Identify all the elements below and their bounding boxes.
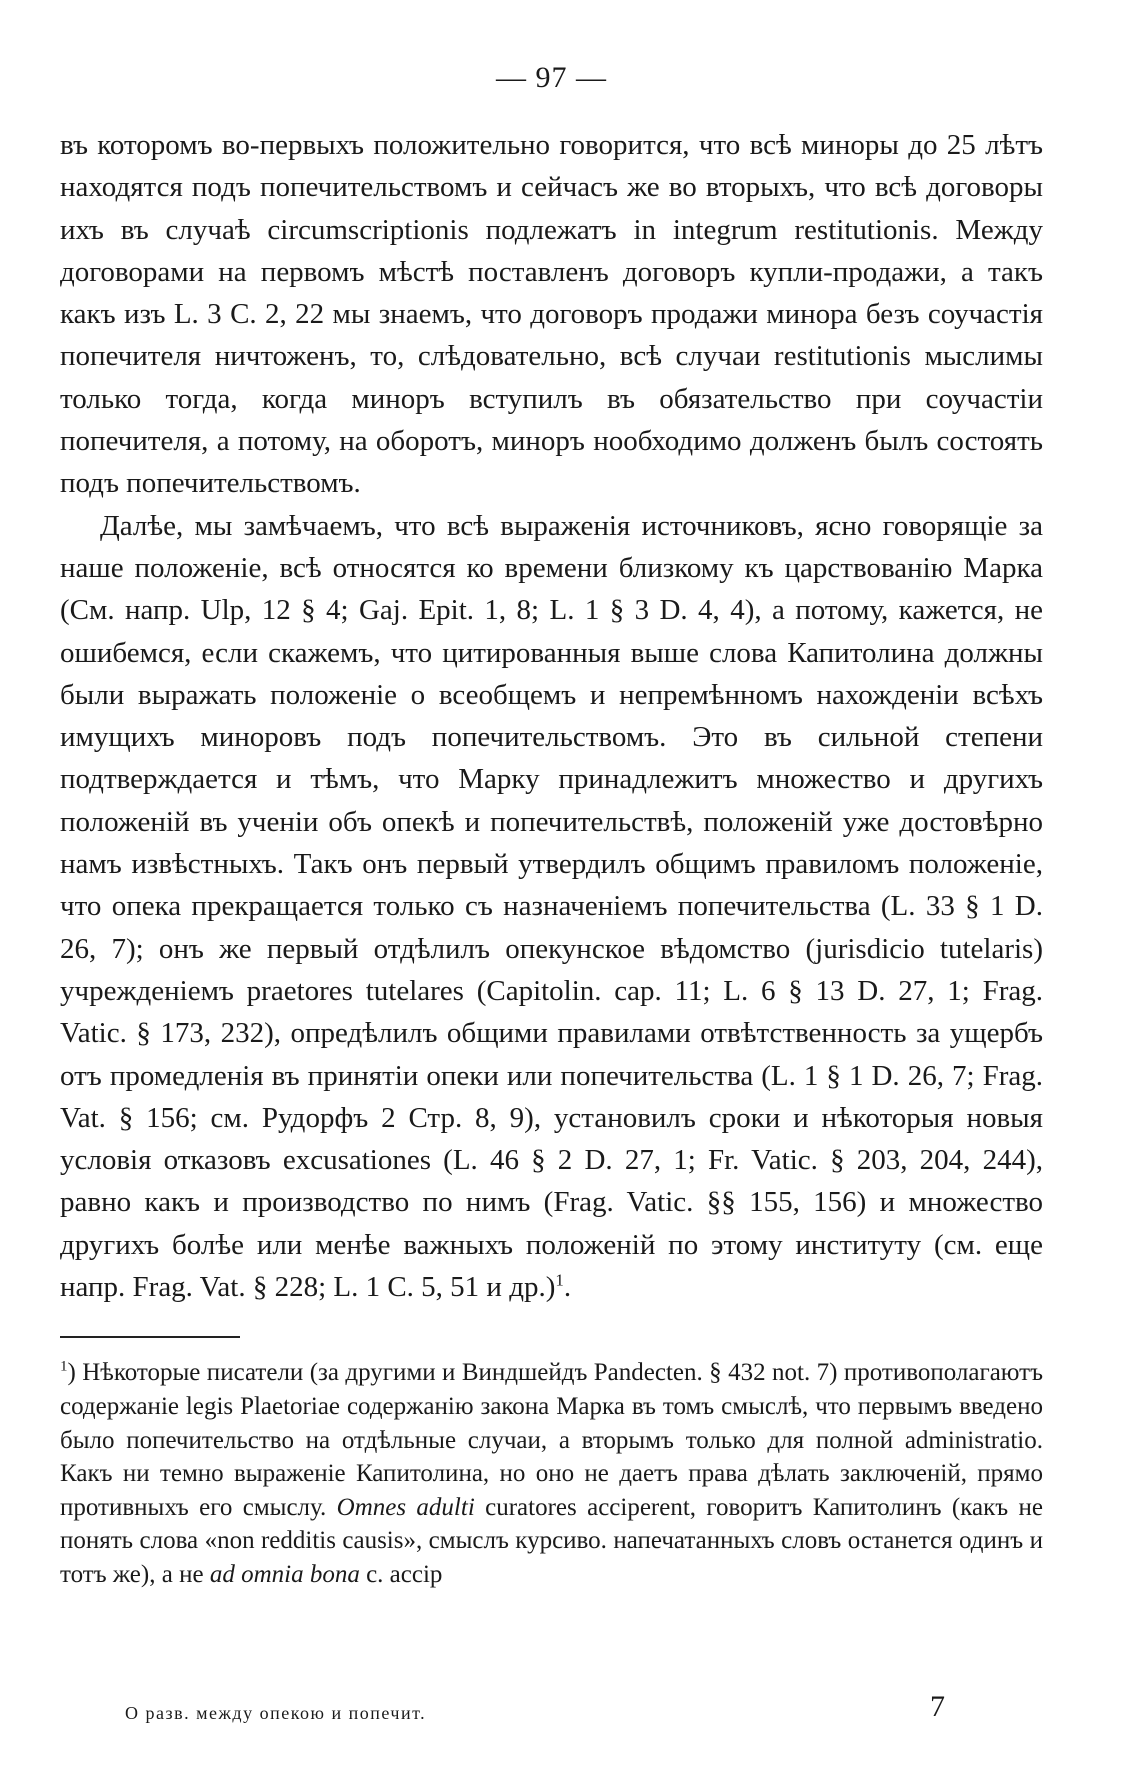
footnote-italic-1: Omnes adulti xyxy=(336,1493,475,1521)
paragraph-2-end: . xyxy=(563,1271,572,1304)
paragraph-2 xyxy=(60,505,1043,1309)
paragraph-1: въ которомъ во-первыхъ положительно говорится, что всѣ миноры до 25 лѣтъ находятся подъ попечительствомъ и сейчасъ же во вторыхъ, что всѣ договоры ихъ въ случаѣ circumscriptionis подлежатъ in integrum restitutionis. Между договорами на первомъ мѣстѣ поставленъ договоръ купли-продажи, а такъ какъ изъ L. 3 C. 2, 22 мы знаемъ, что договоръ продажи минора безъ соучастія попечителя ничтоженъ, то, слѣдовательно, всѣ случаи restitutionis мыслимы только тогда, когда миноръ вступилъ въ обязательство при соучастіи попечителя, а потому, на оборотъ, миноръ нообходимо долженъ былъ состоять подъ попечительствомъ. xyxy=(60,129,1043,500)
footnote-text-a: ) Нѣкоторые писатели (за другими и Виндшейдъ Pandecten. § 432 not. 7) противополагаютъ содержаніе legis Plaetoriae содержанію закона Марка въ томъ смыслѣ, что первымъ введено было попечительство на отдѣльные случаи, а вторымъ только для полной administratio. Какъ ни темно выраженіе Капитолина, но оно не даетъ права дѣлать заключеній, прямо противныхъ его смыслу. xyxy=(60,1359,1043,1521)
main-text xyxy=(60,124,1043,1308)
paragraph-2-text: Далѣе, мы замѣчаемъ, что всѣ выраженія источниковъ, ясно говорящіе за наше положеніе, всѣ относятся ко времени близкому къ царствованію Марка (См. напр. Ulp, 12 § 4; Gaj. Epit. 1, 8; L. 1 § 3 D. 4, 4), а потому, кажется, не ошибемся, если скажемъ, что цитированныя выше слова Капитолина должны были выражать положеніе о всеобщемъ и непремѣнномъ нахожденіи всѣхъ имущихъ миноровъ подъ попечительствомъ. Это въ сильной степени подтверждается и тѣмъ, что Марку принадлежитъ множество и другихъ положеній въ ученіи объ опекѣ и попечительствѣ, положеній уже достовѣрно намъ извѣстныхъ. Такъ онъ первый утвердилъ общимъ правиломъ положеніе, что опека прекращается только съ назначеніемъ попечительства (L. 33 § 1 D. 26, 7); онъ же первый отдѣлилъ опекунское вѣдомство (jurisdicio tutelaris) учрежденіемъ praetores tutelares (Capitolin. cap. 11; L. 6 § 13 D. 27, 1; Frag. Vatic. § 173, 232), опредѣлилъ общими правилами отвѣтственность за ущербъ отъ промедленія въ принятіи опеки или попечительства (L. 1 § 1 D. 26, 7; Frag. Vat. § 156; см. Рудорфъ 2 Стр. 8, 9), установилъ сроки и нѣкоторыя новыя условія отказовъ excusationes (L. 46 § 2 D. 27, 1; Fr. Vatic. § 203, 204, 244), равно какъ и производство по нимъ (Frag. Vatic. §§ 155, 156) и множество другихъ болѣе или менѣе важныхъ положеній по этому институту (см. еще напр. Frag. Vat. § 228; L. 1 C. 5, 51 и др.) xyxy=(60,509,1043,1304)
footnote-text-b: curatores acciperent, говоритъ Капитолинъ (какъ не понять слова «non redditis causis», смыслъ курсиво. напечатанныхъ словъ останется одинъ и тотъ же), а не xyxy=(60,1493,1044,1588)
footnote-divider xyxy=(60,1336,240,1338)
footnote xyxy=(60,1356,1043,1591)
footnote-reference[interactable]: 1 xyxy=(555,1270,564,1290)
footnote-text-c: c. accip xyxy=(359,1560,443,1588)
footnote-mark: 1 xyxy=(60,1358,68,1375)
printer-signature: О разв. между опекою и попечит. xyxy=(125,1703,427,1723)
footnote-italic-2: ad omnia bona xyxy=(209,1560,360,1588)
page-number: — 97 — xyxy=(496,61,607,94)
sheet-number: 7 xyxy=(930,1690,945,1723)
